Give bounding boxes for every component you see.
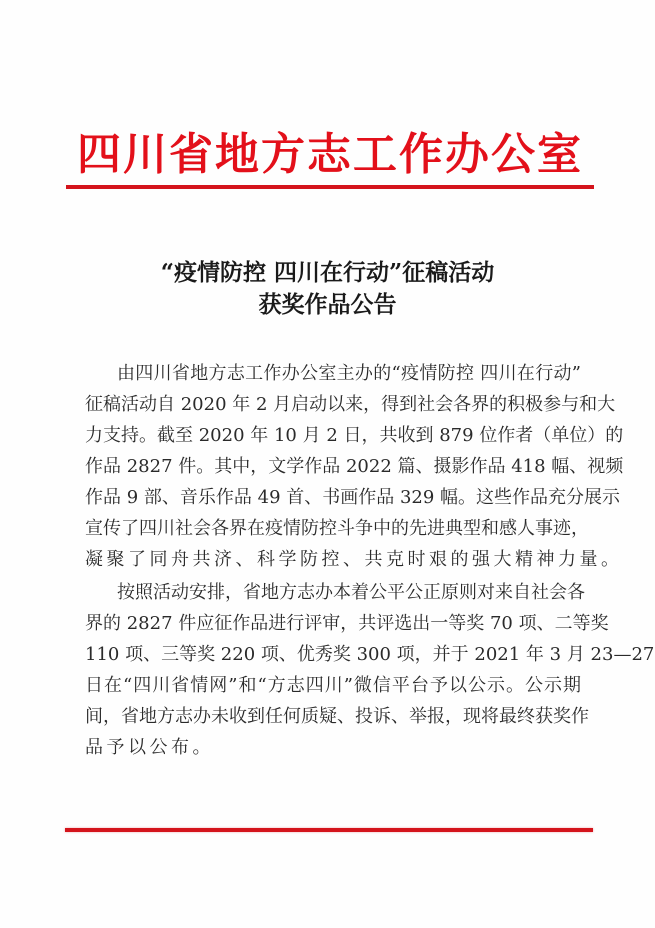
document-title-line-2: 获奖作品公告 — [258, 291, 397, 318]
paragraph-1-line: 力支持。截至 2020 年 10 月 2 日，共收到 879 位作者（单位）的 — [85, 425, 624, 446]
paragraph-1-line: 凝聚了同舟共济、科学防控、共克时艰的强大精神力量。 — [85, 549, 623, 570]
organization-letterhead: 四川省地方志工作办公室 — [77, 129, 583, 180]
paragraph-1-line: 征稿活动自 2020 年 2 月启动以来，得到社会各界的积极参与和大 — [85, 394, 616, 415]
header-red-rule — [66, 185, 594, 189]
paragraph-2-line: 间，省地方志办未收到任何质疑、投诉、举报，现将最终获奖作 — [85, 706, 589, 727]
paragraph-2-line: 日在“四川省情网”和“方志四川”微信平台予以公示。公示期 — [85, 675, 581, 696]
paragraph-1-line: 由四川省地方志工作办公室主办的“疫情防控 四川在行动” — [117, 363, 581, 384]
paragraph-1-line: 作品 2827 件。其中，文学作品 2022 篇、摄影作品 418 幅、视频 — [85, 456, 624, 477]
paragraph-2-line: 110 项、三等奖 220 项、优秀奖 300 项，并于 2021 年 3 月 23—27 — [85, 644, 655, 665]
document-title-line-1: “疫情防控 四川在行动”征稿活动 — [160, 259, 495, 286]
paragraph-1-line: 作品 9 部、音乐作品 49 首、书画作品 329 幅。这些作品充分展示 — [85, 487, 621, 508]
paragraph-1-line: 宣传了四川社会各界在疫情防控斗争中的先进典型和感人事迹， — [85, 518, 589, 539]
paragraph-2-line: 按照活动安排，省地方志办本着公平公正原则对来自社会各 — [117, 582, 585, 603]
footer-red-rule — [65, 828, 593, 832]
paragraph-2-line: 品予以公布。 — [85, 737, 214, 758]
paragraph-2-line: 界的 2827 件应征作品进行评审，共评选出一等奖 70 项、二等奖 — [85, 613, 609, 634]
